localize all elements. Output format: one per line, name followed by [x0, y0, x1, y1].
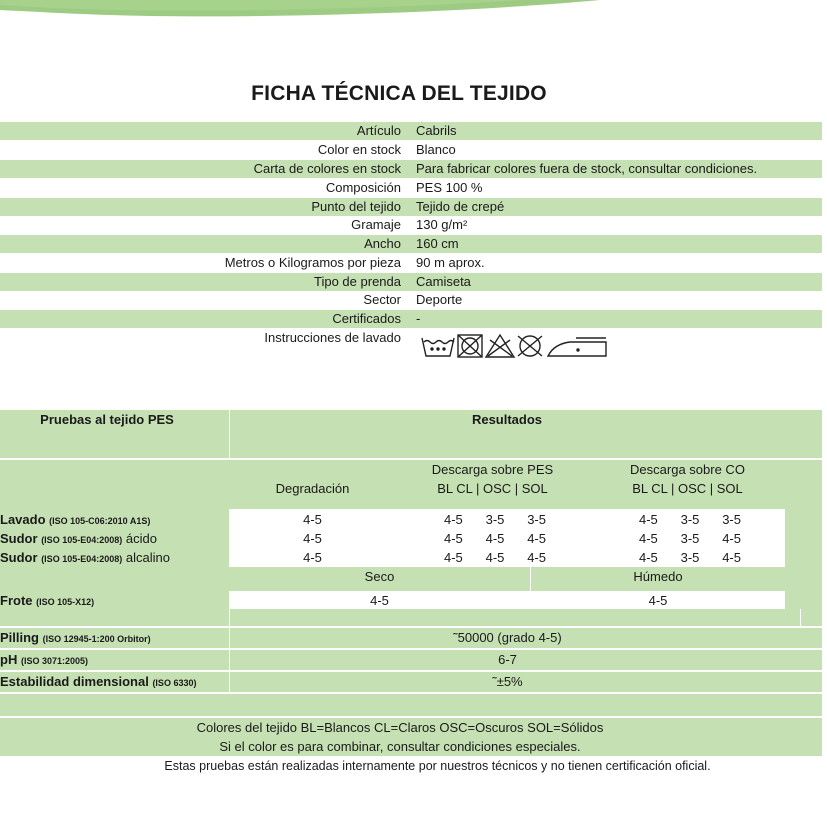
- spec-value: Camiseta: [416, 274, 471, 289]
- label-humedo: Húmedo: [633, 569, 683, 584]
- spec-label: Sector: [363, 292, 401, 307]
- spec-value: 90 m aprox.: [416, 255, 485, 270]
- tests-header-left: Pruebas al tejido PES: [40, 412, 174, 427]
- divider: [0, 670, 822, 672]
- value-degradacion: 4-5: [303, 512, 322, 527]
- spec-value: Blanco: [416, 142, 456, 157]
- spec-row-tipo-prenda: [0, 273, 822, 291]
- spec-value: PES 100 %: [416, 180, 483, 195]
- spec-value: 130 g/m²: [416, 217, 468, 232]
- spec-label: Ancho: [364, 236, 401, 251]
- spec-label: Metros o Kilogramos por pieza: [224, 255, 401, 270]
- test-name-ph: pH (ISO 3071:2005): [0, 652, 89, 667]
- spec-value: Deporte: [416, 292, 463, 307]
- col-descarga-co: Descarga sobre CO: [630, 462, 745, 477]
- spec-value: -: [416, 311, 421, 326]
- spec-row-composicion: [0, 179, 822, 197]
- value-ph: 6-7: [498, 652, 517, 667]
- divider: [0, 626, 822, 628]
- spec-row-gramaje: [0, 216, 822, 234]
- col-descarga-pes: Descarga sobre PES: [431, 462, 554, 477]
- spec-row-carta-colores: [0, 160, 822, 178]
- values-pes: 4-5 4-5 4-5: [444, 550, 546, 565]
- spec-row-lavado: [0, 329, 822, 347]
- note-combinar: Si el color es para combinar, consultar condiciones especiales.: [219, 739, 581, 754]
- value-estabilidad: ˜±5%: [492, 674, 523, 689]
- values-pes: 4-5 4-5 4-5: [444, 531, 546, 546]
- divider: [0, 648, 822, 650]
- divider: [800, 609, 801, 626]
- spec-label: Color en stock: [317, 142, 401, 157]
- iron-icon: [548, 338, 606, 356]
- spec-row-articulo: [0, 122, 822, 140]
- spec-label: Composición: [325, 180, 401, 195]
- header-wave-decoration: [0, 0, 827, 22]
- value-degradacion: 4-5: [303, 550, 322, 565]
- spec-label: Gramaje: [351, 217, 401, 232]
- col-degradacion: Degradación: [275, 481, 350, 496]
- spec-row-certificados: [0, 310, 822, 328]
- spec-label: Certificados: [332, 311, 401, 326]
- value-degradacion: 4-5: [303, 531, 322, 546]
- spec-label: Tipo de prenda: [314, 274, 401, 289]
- test-name-sudor-acido: Sudor (ISO 105-E04:2008) ácido: [0, 531, 157, 546]
- spec-row-metros: [0, 254, 822, 272]
- col-descarga-co-sub: BL CL | OSC | SOL: [632, 481, 743, 496]
- spec-row-ancho: [0, 235, 822, 253]
- tests-header-right: Resultados: [471, 412, 543, 427]
- value-frote-humedo: 4-5: [648, 593, 668, 608]
- values-pes: 4-5 3-5 3-5: [444, 512, 546, 527]
- wash-tub-icon: [422, 338, 454, 356]
- test-name-estabilidad: Estabilidad dimensional (ISO 6330): [0, 674, 197, 689]
- test-name-pilling: Pilling (ISO 12945-1:200 Orbitor): [0, 630, 151, 645]
- spec-value: Tejido de crepé: [416, 199, 505, 214]
- col-descarga-pes-sub: BL CL | OSC | SOL: [437, 481, 548, 496]
- values-co: 4-5 3-5 4-5: [639, 550, 741, 565]
- note-colores: Colores del tejido BL=Blancos CL=Claros OSC=Oscuros SOL=Sólidos: [196, 720, 604, 735]
- divider: [0, 692, 822, 694]
- spec-row-sector: [0, 291, 822, 309]
- spec-value: Cabrils: [416, 123, 457, 138]
- values-co: 4-5 3-5 4-5: [639, 531, 741, 546]
- care-symbols: [420, 332, 610, 360]
- divider: [0, 458, 822, 460]
- value-pilling: ˜50000 (grado 4-5): [453, 630, 562, 645]
- no-dry-clean-icon: [518, 336, 542, 356]
- spec-label: Artículo: [356, 123, 401, 138]
- test-name-frote: Frote (ISO 105-X12): [0, 593, 95, 608]
- page-title: FICHA TÉCNICA DEL TEJIDO: [251, 82, 547, 105]
- no-tumble-dry-icon: [458, 335, 482, 357]
- test-name-lavado: Lavado (ISO 105-C06:2010 A1S): [0, 512, 151, 527]
- spec-label: Instrucciones de lavado: [264, 330, 401, 345]
- value-frote-seco: 4-5: [370, 593, 389, 608]
- note-certificacion: Estas pruebas están realizadas internamente por nuestros técnicos y no tienen certificación oficial.: [164, 759, 711, 773]
- values-co: 4-5 3-5 3-5: [639, 512, 741, 527]
- no-bleach-icon: [486, 335, 514, 357]
- test-name-sudor-alcalino: Sudor (ISO 105-E04:2008) alcalino: [0, 550, 170, 565]
- spec-row-punto: [0, 198, 822, 216]
- label-seco: Seco: [364, 569, 395, 584]
- spec-row-color-stock: [0, 141, 822, 159]
- spec-value: Para fabricar colores fuera de stock, consultar condiciones.: [416, 161, 758, 176]
- spec-value: 160 cm: [416, 236, 459, 251]
- spec-label: Punto del tejido: [311, 199, 401, 214]
- spec-label: Carta de colores en stock: [253, 161, 401, 176]
